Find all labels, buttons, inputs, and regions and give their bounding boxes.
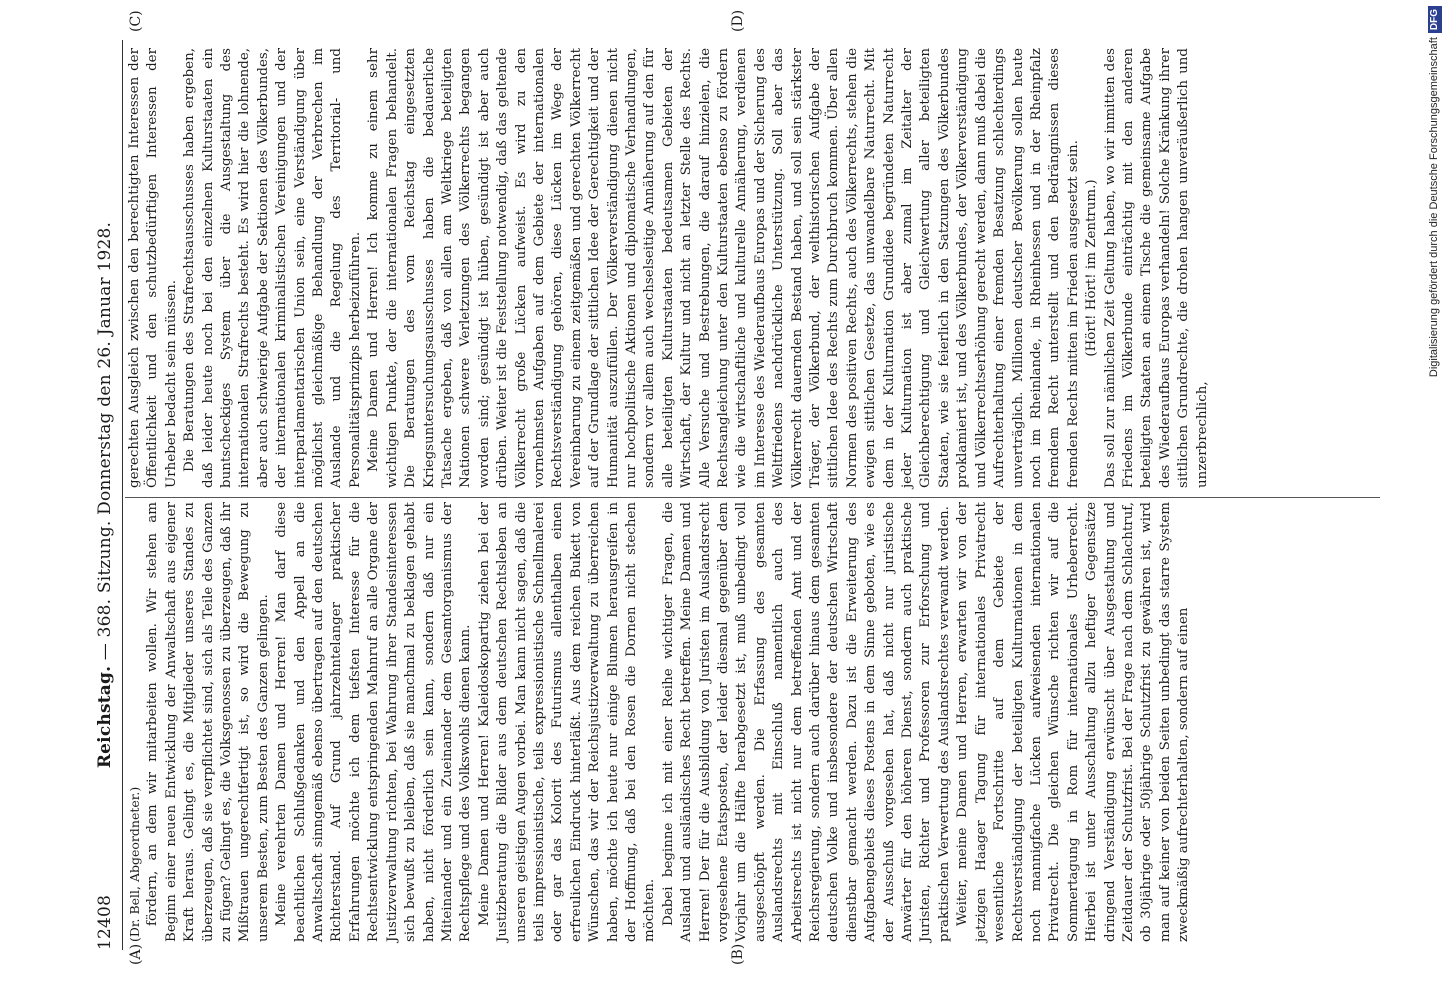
margin-mark-b: (B) bbox=[730, 943, 746, 965]
header-rule bbox=[122, 40, 123, 950]
margin-mark-a: (A) bbox=[128, 943, 144, 965]
paragraph: Meine verehrten Damen und Herren! Man darf diese beachtlichen Schlußgedanken und den Appell an die Anwaltschaft sinngemäß ebenso übertragen auf den deutschen Richterstand. Auf Grund jahrzehntelanger praktischer Erfahrungen möchte ich dem tiefsten Interesse für die Rechtsentwicklung entspringenden Mahnruf an alle Organe der Justizverwaltung richten, bei Wahrung ihrer Standesinteressen sich bewußt zu bleiben, daß sie manchmal zu beklagen gehabt haben, nicht förderlich sein kann, sondern daß nur ein Miteinander und ein Zueinander dem Gesamtorganismus der Rechtspflege und des Volkswohls dienen kann. bbox=[274, 502, 474, 942]
speaker-label: (Dr. Bell, Abgeordneter.) bbox=[127, 786, 142, 942]
paragraph: Weiter, meine Damen und Herren, erwarten wir von der jetzigen Haager Tagung für internationales Privatrecht wesentliche Fortschritte auf dem Gebiete der Rechtsverständigung der beteiligten Kulturnationen in dem noch mannigfache Lücken aufweisenden internationalen Privatrecht. Die gleichen Wünsche richten wir auf die Sommertagung in Rom für internationales Urheberrecht. Hierbei ist unter Ausschaltung allzu heftiger Gegensätze dringend Verständigung erwünscht über Ausgestaltung und Zeitdauer der Schutzfrist. Bei der Frage nach dem Schlachtruf, ob 30jährige oder 50jährige Schutzfrist zu gewähren ist, wird man auf keiner von beiden Seiten unbedingt das starre System zweckmäßig aufrechterhalten, sondern auf einen bbox=[955, 502, 1192, 942]
credit-text: Digitalisierung gefördert durch die Deutsche Forschungsgemeinschaft bbox=[1428, 37, 1440, 378]
paragraph: Meine Damen und Herren! Ich komme zu einem sehr wichtigen Punkte, der die internationalen Fragen behandelt. Die Beratungen des vom Reichstag eingesetzten Kriegsuntersuchungsausschusses haben die bedauerliche Tatsache ergeben, daß von allen am Weltkriege beteiligten Nationen schwere Verletzungen des Völkerrechts begangen worden sind; gesündigt ist hüben, gesündigt ist aber auch drüben. Weiter ist die Feststellung notwendig, daß das geltende Völkerrecht große Lücken aufweist. Es wird zu den vornehmsten Aufgaben auf dem Gebiete der internationalen Rechtsverständigung gehören, diese Lücken im Wege der Vereinbarung zu einem zeitgemäßen und gerechten Völkerrecht auf der Grundlage der sittlichen Idee der Gerechtigkeit und der Humanität auszufüllen. Der Völkerverständigung dienen nicht nur hochpolitische Aktionen und diplomatische Verhandlungen, sondern vor allem auch wechselseitige Annäherung auf den für alle beteiligten Kulturstaaten bedeutsamen Gebieten der Wirtschaft, der Kultur und nicht an letzter Stelle des Rechts. Alle Versuche und Bestrebungen, die darauf hinzielen, die Rechtsangleichung unter den Kulturstaaten ebenso zu fördern wie die wirtschaftliche und kulturelle Annäherung, verdienen im Interesse des Wiederaufbaus Europas und der Sicherung des Weltfriedens nachdrückliche Unterstützung. Soll aber das Völkerrecht dauernden Bestand haben, und soll sein stärkster Träger, der Völkerbund, der welthistorischen Aufgabe der sittlichen Idee des Rechts zum Durchbruch kommen. Über allen Normen des positiven Rechts, auch des Völkerrechts, stehen die ewigen sittlichen Gesetze, das unwandelbare Naturrecht. Mit dem in der Kulturnation Grundidee begründeten Naturrecht jeder Kulturnation ist aber zumal im Zeitalter der Gleichberechtigung und Gleichwertung aller beteiligten Staaten, wie sie feierlich in den Satzungen des Völkerbundes proklamiert ist, und des Völkerbundes, der Völkerverständigung und Völkerrechtserhöhung gerecht werden, dann muß dabei die Aufrechterhaltung einer fremden Besatzung schlechterdings unverträglich. Millionen deutscher Bevölkerung sollen heute noch im Rheinlande, in Rheinhessen und in der Rheinpfalz fremdem Recht unterstellt und den Bedrängnissen dieses fremden Rechts mitten im Frieden ausgesetzt sein. bbox=[366, 48, 1081, 488]
right-column bbox=[126, 48, 1381, 488]
paragraph: Meine Damen und Herren! Kaleidoskopartig ziehen bei der Justizberatung die Bilder aus dem deutschen Rechtsleben an unseren geistigen Augen vorbei. Man kann nicht sagen, daß die teils impressionistische, teils expressionistische Schnellmalerei oder gar das Kolorit des Futurismus allenthalben einen erfreulichen Eindruck hinterläßt. Aus dem reichen Bukett von Wünschen, das wir der Reichsjustizverwaltung zu überreichen haben, möchte ich heute nur einige Blumen herausgreifen in der Hoffnung, daß bei den Rosen die Dornen nicht stechen möchten. bbox=[476, 502, 658, 942]
margin-mark-c: (C) bbox=[128, 10, 144, 32]
paragraph: Dabei beginne ich mit einer Reihe wichtiger Fragen, die Ausland und ausländisches Recht betreffen. Meine Damen und Herren! Der für die Ausbildung von Juristen im Auslandsrecht vorgesehene Etatsposten, der leider diesmal gegenüber dem Vorjahr um die Hälfte herabgesetzt ist, muß unbedingt voll ausgeschöpft werden. Die Erfassung des gesamten Auslandsrechts mit Einschluß namentlich auch des Arbeitsrechts ist nicht nur dem betreffenden Amt und der Reichsregierung, sondern auch darüber hinaus dem gesamten deutschen Volke und insbesondere der deutschen Wirtschaft dienstbar gemacht werden. Dazu ist die Erweiterung des Aufgabengebiets dieses Postens in dem Sinne geboten, wie es der Ausschuß vorgesehen hat, daß nicht nur juristische Anwärter für den höheren Dienst, sondern auch praktische Juristen, Richter und Professoren zur Erforschung und praktischen Verwertung des Auslandsrechtes verwandt werden. bbox=[660, 502, 952, 942]
credit-text-line bbox=[1424, 0, 1444, 1000]
title-rest: — 368. Sitzung. Donnerstag den 26. Januar 1928. bbox=[95, 221, 115, 661]
column-divider bbox=[125, 497, 1380, 498]
page-title bbox=[95, 40, 115, 950]
paragraph: Die Beratungen des Strafrechtsausschusses haben ergeben, daß leider heute noch bei den einzelnen Kulturstaaten ein buntscheckiges System über die Ausgestaltung des internationalen Strafrechts besteht. Es wird hier die lohnende, aber auch schwierige Aufgabe der Sektionen des Völkerbundes, der internationalen kriminalistischen Vereinigungen und der interparlamentarischen Union sein, eine Verständigung über möglichst gleichmäßige Behandlung der Verbrechen im Auslande und die Regelung des Territorial- und Personalitätsprinzips herbeizuführen. bbox=[182, 48, 363, 488]
left-column bbox=[126, 502, 1381, 942]
funding-credit bbox=[1414, 0, 1440, 1000]
title-bold: Reichstag. bbox=[95, 665, 115, 769]
paragraph: gerechten Ausgleich zwischen den berechtigten Interessen der Öffentlichkeit und den schutzbedürftigen Interessen der Urheber bedacht sein müssen. bbox=[127, 48, 179, 488]
paragraph: fördern, an dem wir mitarbeiten wollen. Wir stehen am Beginn einer neuen Entwicklung der Anwaltschaft aus eigener Kraft heraus. Gelingt es, die Mitglieder unseres Standes zu überzeugen, daß sie verpflichtet sind, sich als Teile des Ganzen zu fügen? Gelingt es, die Volksgenossen zu überzeugen, daß ihr Mißtrauen ungerechtfertigt ist, so wird die Bewegung zu unserem Besten, zum Besten des Ganzen gelingen. bbox=[145, 502, 271, 942]
page-number: 12408 bbox=[95, 894, 115, 950]
page-header bbox=[85, 40, 125, 950]
interjection: (Hört! Hört! im Zentrum.) bbox=[1084, 179, 1100, 357]
margin-mark-d: (D) bbox=[730, 9, 746, 32]
dfg-logo: DFG bbox=[1428, 6, 1442, 33]
paragraph: Das soll zur nämlichen Zeit Geltung haben, wo wir inmitten des Friedens im Völkerbunde einträchtig mit den anderen beteiligten Staaten an einem Tische die gemeinsame Aufgabe des Wiederaufbaus Europas verhandeln! Solche Kränkung ihrer sittlichen Grundrechte, die drohen hangen unveräußerlich und unzerbrechlich, bbox=[1102, 48, 1210, 488]
